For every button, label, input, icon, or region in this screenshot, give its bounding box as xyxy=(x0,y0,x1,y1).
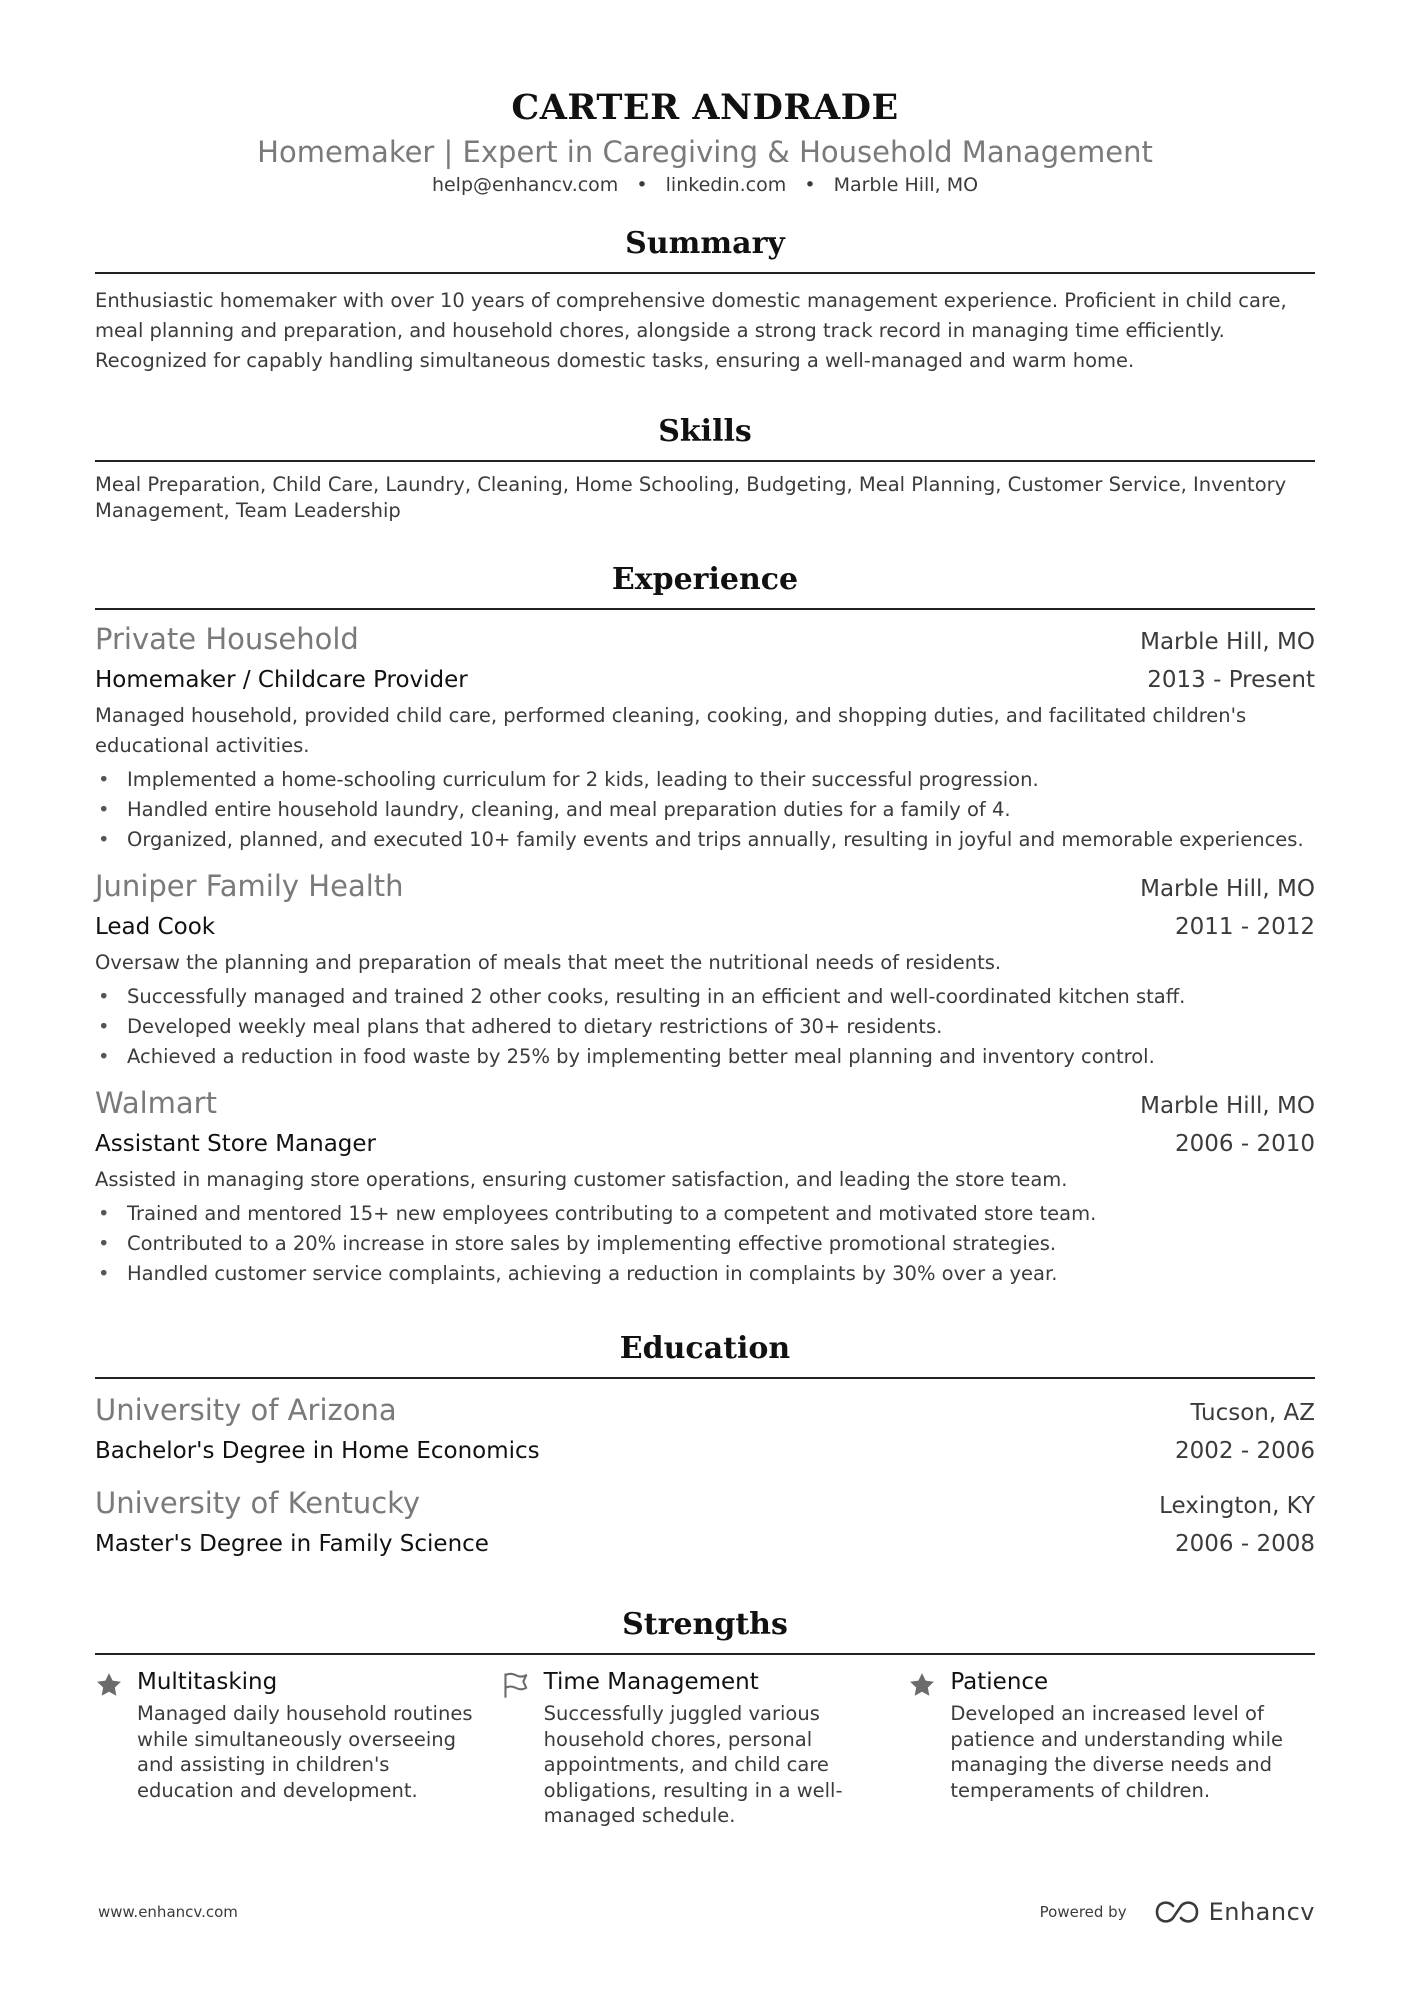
employer-location: Marble Hill, MO xyxy=(1140,876,1315,902)
employer-name: Private Household xyxy=(95,622,359,656)
experience-entry xyxy=(95,1084,1315,1289)
job-title: Lead Cook xyxy=(95,914,216,940)
study-dates: 2002 - 2006 xyxy=(1175,1438,1315,1464)
summary-heading: Summary xyxy=(625,226,785,261)
contact-location: Marble Hill, MO xyxy=(833,174,979,196)
experience-entry xyxy=(95,620,1315,855)
strength-item xyxy=(95,1667,502,1829)
candidate-name: CARTER ANDRADE xyxy=(511,87,899,128)
strength-body xyxy=(950,1667,1315,1829)
strength-description: Successfully juggled various household chores, personal appointments, and child care obligations, resulting in a well-managed schedule. xyxy=(543,1702,843,1827)
star-icon xyxy=(908,1667,950,1829)
contact-separator: • xyxy=(636,174,648,196)
job-dates: 2006 - 2010 xyxy=(1175,1131,1315,1157)
achievement-item: • Achieved a reduction in food waste by 25% by implementing better meal planning and inventory control. xyxy=(95,1042,1315,1072)
summary-text: Enthusiastic homemaker with over 10 years of comprehensive domestic management experience. Proficient in child care, meal planning and preparation, and household chores, alongside a strong track record in managing time efficiently. Recognized for capably handling simultaneous domestic tasks, ensuring a well-managed and warm home. xyxy=(95,289,1287,372)
entry-header xyxy=(95,1084,1315,1125)
section-divider xyxy=(95,608,1315,610)
experience-heading: Experience xyxy=(611,562,799,597)
employer-name: Juniper Family Health xyxy=(95,869,404,903)
strengths-grid xyxy=(95,1667,1315,1829)
strength-description: Developed an increased level of patience and understanding while managing the diverse needs and temperaments of children. xyxy=(950,1702,1283,1802)
achievement-item: • Handled customer service complaints, achieving a reduction in complaints by 30% over a year. xyxy=(95,1259,1315,1289)
strengths-heading: Strengths xyxy=(622,1607,788,1642)
footer-url[interactable]: www.enhancv.com xyxy=(98,1903,238,1921)
strength-name: Patience xyxy=(950,1669,1049,1695)
enhancv-logo[interactable] xyxy=(1153,1898,1315,1926)
job-description: Managed household, provided child care, performed cleaning, cooking, and shopping duties, and facilitated children's educational activities. xyxy=(95,704,1247,757)
star-icon xyxy=(95,1667,137,1829)
strength-name: Time Management xyxy=(543,1669,759,1695)
flag-icon xyxy=(502,1667,544,1829)
experience-entry xyxy=(95,867,1315,1072)
section-divider xyxy=(95,1653,1315,1655)
study-dates: 2006 - 2008 xyxy=(1175,1531,1315,1557)
entry-header xyxy=(95,867,1315,908)
entry-header xyxy=(95,1391,1315,1432)
enhancv-logo-icon xyxy=(1153,1899,1201,1925)
achievement-item: • Handled entire household laundry, cleaning, and meal preparation duties for a family of 4. xyxy=(95,795,1315,825)
education-entry xyxy=(95,1391,1315,1470)
section-divider xyxy=(95,460,1315,462)
achievement-list xyxy=(95,982,1315,1072)
entry-subheader xyxy=(95,661,1315,699)
education-heading: Education xyxy=(619,1331,791,1366)
achievement-item: • Implemented a home-schooling curriculum for 2 kids, leading to their successful progression. xyxy=(95,765,1315,795)
employer-location: Marble Hill, MO xyxy=(1140,629,1315,655)
resume-header xyxy=(95,0,1315,198)
entry-subheader xyxy=(95,1125,1315,1163)
school-name: University of Kentucky xyxy=(95,1486,421,1520)
achievement-item: • Successfully managed and trained 2 other cooks, resulting in an efficient and well-coordinated kitchen staff. xyxy=(95,982,1315,1012)
section-divider xyxy=(95,272,1315,274)
achievement-item: • Contributed to a 20% increase in store sales by implementing effective promotional strategies. xyxy=(95,1229,1315,1259)
page-footer xyxy=(98,1898,1315,1926)
powered-by-label: Powered by xyxy=(1039,1903,1127,1921)
achievement-item: • Organized, planned, and executed 10+ family events and trips annually, resulting in joyful and memorable experiences. xyxy=(95,825,1315,855)
job-title: Homemaker / Childcare Provider xyxy=(95,667,468,693)
school-location: Lexington, KY xyxy=(1159,1493,1315,1519)
contact-email[interactable]: help@enhancv.com xyxy=(431,174,619,196)
achievement-item: • Trained and mentored 15+ new employees contributing to a competent and motivated store team. xyxy=(95,1199,1315,1229)
strength-description: Managed daily household routines while simultaneously overseeing and assisting in children's education and development. xyxy=(137,1702,473,1802)
entry-subheader xyxy=(95,1525,1315,1563)
school-name: University of Arizona xyxy=(95,1393,397,1427)
entry-subheader xyxy=(95,1432,1315,1470)
strength-name: Multitasking xyxy=(137,1669,278,1695)
job-title: Assistant Store Manager xyxy=(95,1131,377,1157)
strength-item xyxy=(908,1667,1315,1829)
employer-name: Walmart xyxy=(95,1086,217,1120)
school-location: Tucson, AZ xyxy=(1190,1400,1315,1426)
job-dates: 2013 - Present xyxy=(1147,667,1315,693)
contact-linkedin[interactable]: linkedin.com xyxy=(665,174,787,196)
achievement-list xyxy=(95,1199,1315,1289)
brand-name: Enhancv xyxy=(1208,1898,1315,1926)
entry-header xyxy=(95,620,1315,661)
candidate-headline: Homemaker | Expert in Caregiving & Household Management xyxy=(257,135,1153,169)
section-divider xyxy=(95,1377,1315,1379)
job-description: Oversaw the planning and preparation of meals that meet the nutritional needs of residents. xyxy=(95,951,1002,974)
strength-body xyxy=(544,1667,909,1829)
employer-location: Marble Hill, MO xyxy=(1140,1093,1315,1119)
entry-subheader xyxy=(95,908,1315,946)
entry-header xyxy=(95,1484,1315,1525)
degree-name: Bachelor's Degree in Home Economics xyxy=(95,1438,540,1464)
contact-separator: • xyxy=(804,174,816,196)
footer-branding xyxy=(1040,1898,1315,1926)
achievement-list xyxy=(95,765,1315,855)
achievement-item: • Developed weekly meal plans that adhered to dietary restrictions of 30+ residents. xyxy=(95,1012,1315,1042)
job-description: Assisted in managing store operations, ensuring customer satisfaction, and leading the store team. xyxy=(95,1168,1068,1191)
skills-text: Meal Preparation, Child Care, Laundry, Cleaning, Home Schooling, Budgeting, Meal Planning, Customer Service, Inventory Management, Team Leadership xyxy=(95,473,1287,522)
skills-heading: Skills xyxy=(658,414,752,449)
strength-item xyxy=(502,1667,909,1829)
education-entry xyxy=(95,1484,1315,1563)
job-dates: 2011 - 2012 xyxy=(1175,914,1315,940)
degree-name: Master's Degree in Family Science xyxy=(95,1531,489,1557)
contact-line xyxy=(95,172,1315,198)
strength-body xyxy=(137,1667,502,1829)
